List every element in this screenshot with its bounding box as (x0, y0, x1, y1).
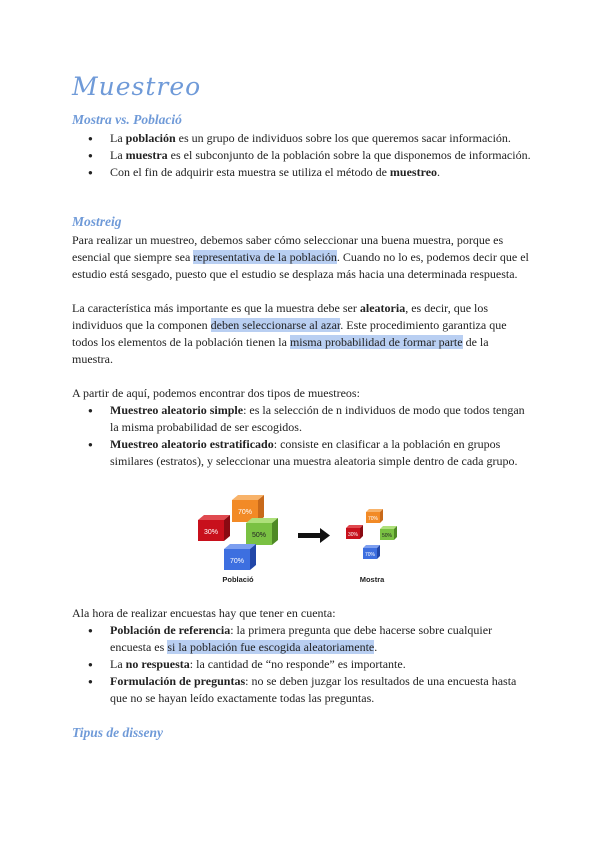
highlight: misma probabilidad de formar parte (289, 335, 463, 349)
heading-mostreig: Mostreig (72, 214, 122, 229)
svg-text:70%: 70% (237, 509, 253, 516)
list-item: ● La muestra es el subconjunto de la población sobre la que disponemos de información. (72, 147, 532, 164)
highlight: si la población fue escogida aleatoriamente (167, 640, 375, 654)
cube-orange (232, 495, 264, 522)
cube-red (198, 515, 230, 541)
list-item: ● Con el fin de adquirir esta muestra se utiliza el método de muestreo. (72, 164, 532, 181)
small-cube-red (346, 525, 363, 539)
heading-mostra-vs-poblacio: Mostra vs. Població (72, 112, 182, 127)
highlight: deben seleccionarse al azar (210, 318, 341, 332)
poblacion-list (72, 130, 532, 181)
small-cube-green (380, 526, 397, 540)
svg-text:30%: 30% (203, 529, 219, 536)
list-item: ● Muestreo aleatorio simple: es la selección de n individuos de modo que todos tengan la misma probabilidad de ser escogidos. (72, 402, 532, 436)
list-item: ● Población de referencia: la primera pregunta que debe hacerse sobre cualquier encuesta es si la población fue escogida aleatoriamente. (72, 622, 532, 656)
diagram-label-poblacio: Població (222, 575, 254, 584)
tipos-list (72, 402, 532, 470)
paragraph-aleatoria: La característica más importante es que la muestra debe ser aleatoria, es decir, que los individuos que la componen deben seleccionarse al azar. Este procedimiento garantiza que todos los elementos de la población tienen la misma probabilidad de formar parte de la muestra. (72, 301, 507, 366)
svg-text:70%: 70% (367, 516, 379, 522)
list-item: ● La población es un grupo de individuos sobre los que queremos sacar información. (72, 130, 532, 147)
encuestas-list (72, 622, 532, 707)
list-item: ● Formulación de preguntas: no se deben juzgar los resultados de una encuesta hasta que no se hayan leído exactamente todas las preguntas. (72, 673, 532, 707)
sampling-diagram (190, 492, 410, 587)
svg-text:50%: 50% (251, 532, 267, 539)
list-item: ● La no respuesta: la cantidad de “no responde” es importante. (72, 656, 532, 673)
small-cube-orange (366, 509, 383, 523)
svg-text:30%: 30% (347, 532, 359, 538)
diagram-label-mostra: Mostra (359, 575, 385, 584)
small-cube-blue (363, 545, 380, 559)
arrow-icon (298, 528, 330, 543)
list-item: ● Muestreo aleatorio estratificado: consiste en clasificar a la población en grupos similares (estratos), y seleccionar una muestra aleatoria simple dentro de cada grupo. (72, 436, 532, 470)
paragraph-muestreo: Para realizar un muestreo, debemos saber cómo seleccionar una buena muestra, porque es esencial que siempre sea representativa de la población. Cuando no lo es, podemos decir que el estudio está sesgado, puesto que el estudio se desplaza más hacia una determinada respuesta. (72, 233, 529, 281)
cube-blue (224, 544, 256, 570)
svg-text:70%: 70% (229, 558, 245, 565)
heading-tipus-de-disseny: Tipus de disseny (72, 725, 163, 740)
svg-text:70%: 70% (364, 552, 376, 558)
paragraph-tipos-intro: A partir de aquí, podemos encontrar dos tipos de muestreos: (72, 386, 360, 400)
cube-green (246, 518, 278, 545)
page-title: Muestreo (72, 72, 202, 101)
highlight: representativa de la población (193, 250, 337, 264)
svg-text:50%: 50% (381, 533, 393, 539)
paragraph-encuestas-intro: Ala hora de realizar encuestas hay que tener en cuenta: (72, 606, 336, 620)
